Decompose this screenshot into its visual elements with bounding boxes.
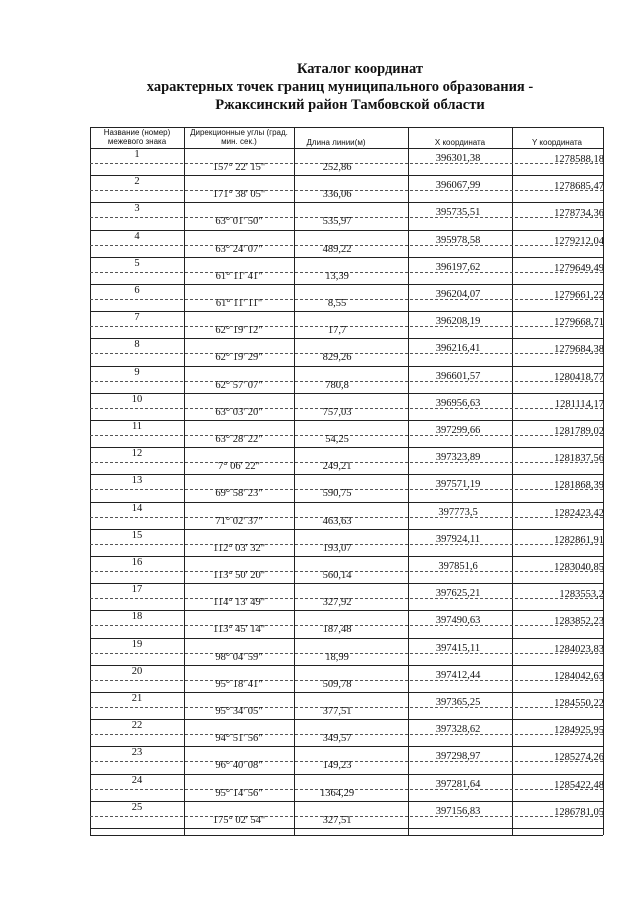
x-coordinate: 397571,19 (435, 479, 481, 491)
line-length: 18,99 (325, 651, 349, 663)
point-number: 9 (134, 366, 140, 378)
y-coordinate: 1278685,47 (554, 181, 604, 193)
header-y: Y координата (531, 138, 583, 147)
point-number: 17 (131, 584, 143, 596)
line-length: 252,86 (322, 162, 352, 173)
table-border-bottom (90, 835, 603, 836)
point-number: 10 (131, 393, 143, 405)
y-coordinate: 1283040,85 (554, 562, 604, 573)
y-coordinate: 1278588,18 (554, 154, 604, 165)
x-coordinate: 396216,41 (435, 343, 481, 355)
x-coordinate: 396067,99 (435, 180, 481, 192)
point-number: 8 (134, 339, 140, 351)
x-coordinate: 396301,38 (435, 153, 481, 164)
header-angle: Дирекционные углы (град. мин. сек.) (190, 128, 288, 146)
y-coordinate: 1285274,26 (554, 752, 604, 764)
y-coordinate: 1286781,05 (554, 806, 604, 818)
y-coordinate: 1279212,04 (554, 235, 604, 247)
point-number: 3 (134, 203, 140, 215)
direction-angle: 71° 02' 37" (215, 515, 263, 527)
direction-angle: 175° 02' 54" (212, 814, 266, 826)
x-coordinate: 397851,6 (438, 561, 478, 572)
direction-angle: 114° 13' 49" (213, 597, 265, 609)
x-coordinate: 397298,97 (435, 751, 481, 763)
point-number: 13 (131, 475, 143, 487)
y-coordinate: 1284550,22 (554, 698, 604, 709)
point-number: 19 (131, 638, 143, 650)
direction-angle: 61° 11' 41" (215, 270, 263, 282)
point-number: 20 (131, 665, 143, 677)
y-coordinate: 1280418,77 (554, 371, 604, 383)
y-coordinate: 1279684,38 (554, 344, 604, 356)
line-length: 149,23 (322, 760, 352, 772)
direction-angle: 171° 38' 05" (212, 189, 266, 201)
x-coordinate: 397156,83 (435, 805, 481, 817)
y-coordinate: 1279668,71 (554, 317, 604, 329)
point-number: 1 (134, 149, 140, 160)
y-coordinate: 1284023,83 (554, 643, 604, 655)
x-coordinate: 397490,63 (435, 615, 481, 627)
direction-angle: 62° 57' 07" (215, 379, 263, 391)
document-subtitle: характерных точек границ муниципального образования - (146, 79, 534, 95)
column-divider (184, 127, 185, 835)
x-coordinate: 397365,25 (435, 697, 481, 708)
line-length: 327,92 (322, 597, 352, 609)
y-coordinate: 1278734,36 (554, 208, 604, 220)
point-number: 11 (131, 421, 143, 432)
x-coordinate: 396197,62 (435, 261, 481, 273)
header-name: Название (номер) межевого знака (103, 128, 171, 146)
point-number: 15 (131, 529, 143, 541)
direction-angle: 61° 11' 11" (215, 298, 263, 309)
x-coordinate: 396204,07 (435, 289, 481, 300)
direction-angle: 63° 01' 50" (215, 216, 263, 228)
direction-angle: 63° 28' 22" (215, 434, 263, 445)
line-length: 327,51 (322, 814, 352, 826)
point-number: 14 (131, 502, 143, 514)
column-divider (294, 127, 295, 835)
point-number: 24 (131, 774, 143, 786)
x-coordinate: 397323,89 (435, 452, 481, 464)
direction-angle: 7° 06' 22" (218, 461, 260, 473)
line-length: 349,57 (322, 733, 352, 745)
point-number: 12 (131, 448, 143, 460)
direction-angle: 157° 22' 15" (212, 162, 266, 173)
point-number: 6 (134, 285, 140, 296)
direction-angle: 95° 14' 56" (215, 787, 263, 799)
direction-angle: 113° 50' 20" (213, 570, 265, 581)
direction-angle: 113° 45' 14" (213, 624, 265, 636)
point-number: 23 (131, 747, 143, 759)
line-length: 829,26 (322, 352, 352, 364)
x-coordinate: 397415,11 (435, 642, 481, 654)
header-length: Длина линии(м) (306, 138, 366, 147)
line-length: 463,63 (322, 515, 352, 527)
y-coordinate: 1282861,91 (554, 534, 604, 546)
line-length: 590,75 (322, 488, 352, 500)
direction-angle: 112° 03' 32" (213, 542, 265, 554)
point-number: 5 (134, 257, 140, 269)
y-coordinate: 1284042,63 (554, 670, 604, 682)
line-length: 535,97 (322, 216, 352, 228)
line-length: 8,55 (327, 298, 347, 309)
y-coordinate: 1284925,95 (554, 725, 604, 737)
line-length: 336,06 (322, 189, 352, 201)
line-length: 193,07 (322, 542, 352, 554)
direction-angle: 63° 24' 07" (215, 243, 263, 255)
point-number: 25 (131, 801, 143, 813)
x-coordinate: 396208,19 (435, 316, 481, 328)
y-coordinate: 1279649,49 (554, 262, 604, 274)
x-coordinate: 397281,64 (435, 778, 481, 790)
y-coordinate: 1282423,42 (554, 507, 604, 519)
y-coordinate: 1283553,2 (559, 589, 604, 601)
x-coordinate: 397625,21 (435, 588, 481, 600)
direction-angle: 62° 19' 29" (215, 352, 263, 364)
direction-angle: 62° 19' 12" (215, 325, 263, 337)
x-coordinate: 397328,62 (435, 724, 481, 736)
y-coordinate: 1283852,23 (554, 616, 604, 628)
point-number: 18 (131, 611, 143, 623)
table-border-top (90, 127, 603, 128)
x-coordinate: 396956,63 (435, 397, 481, 409)
direction-angle: 96° 40' 08" (215, 760, 263, 772)
x-coordinate: 397924,11 (435, 533, 481, 545)
line-length: 780,8 (325, 379, 349, 391)
line-length: 560,14 (322, 570, 352, 581)
document-subtitle-region: Ржаксинский район Тамбовской области (215, 97, 485, 113)
y-coordinate: 1281868,39 (554, 480, 604, 492)
point-number: 21 (131, 693, 143, 704)
direction-angle: 63° 03' 20" (215, 406, 263, 418)
direction-angle: 95° 18' 41" (215, 678, 263, 690)
direction-angle: 69° 58' 23" (215, 488, 263, 500)
point-number: 2 (134, 176, 140, 188)
y-coordinate: 1281114,17 (554, 398, 604, 410)
line-length: 757,03 (322, 406, 352, 418)
row-divider (90, 828, 603, 829)
point-number: 7 (134, 312, 140, 324)
point-number: 4 (134, 230, 140, 242)
x-coordinate: 397412,44 (435, 669, 481, 681)
y-coordinate: 1285422,48 (554, 779, 604, 791)
x-coordinate: 397773,5 (438, 506, 478, 518)
line-length: 377,51 (322, 706, 352, 717)
line-length: 187,48 (322, 624, 352, 636)
line-length: 509,78 (322, 678, 352, 690)
line-length: 249,21 (322, 461, 352, 473)
line-length: 489,22 (322, 243, 352, 255)
x-coordinate: 395978,58 (435, 234, 481, 246)
y-coordinate: 1281789,02 (554, 426, 604, 437)
x-coordinate: 395735,51 (435, 207, 481, 219)
line-length: 54,25 (325, 434, 349, 445)
column-divider (408, 127, 409, 835)
point-number: 16 (131, 557, 143, 568)
x-coordinate: 397299,66 (435, 425, 481, 436)
line-length: 1364,29 (319, 787, 355, 799)
direction-angle: 94° 51' 56" (215, 733, 263, 745)
header-x: X координата (434, 138, 486, 147)
y-coordinate: 1279661,22 (554, 290, 604, 301)
line-length: 17,7 (327, 325, 347, 337)
direction-angle: 98° 04' 59" (215, 651, 263, 663)
line-length: 13,39 (325, 270, 349, 282)
document-title: Каталог координат (296, 61, 424, 77)
x-coordinate: 396601,57 (435, 370, 481, 382)
point-number: 22 (131, 720, 143, 732)
y-coordinate: 1281837,56 (554, 453, 604, 465)
direction-angle: 95° 34' 05" (215, 706, 263, 717)
